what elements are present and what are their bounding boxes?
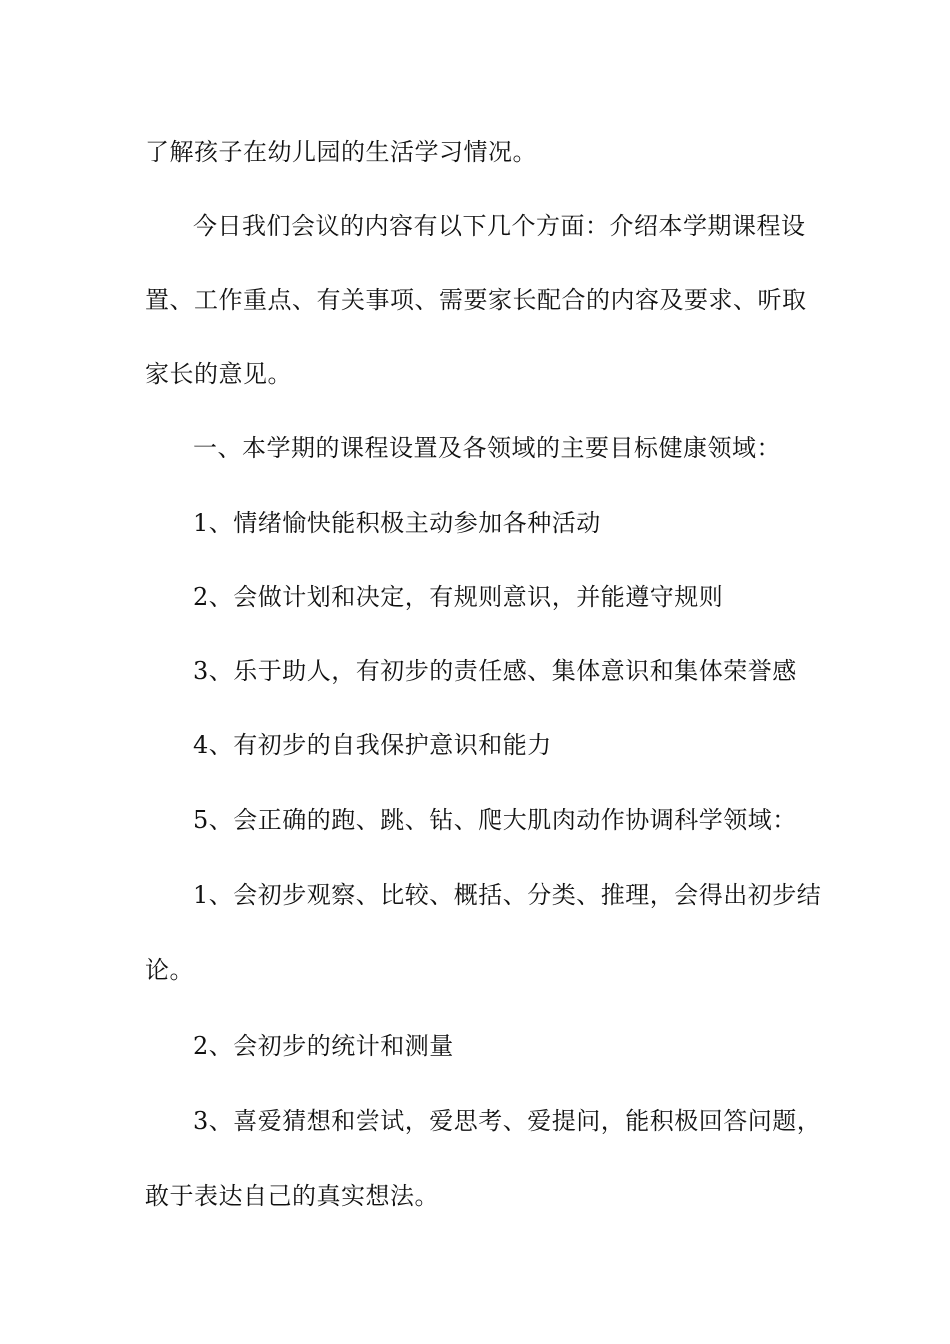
list-item-health-2: 2、会做计划和决定，有规则意识，并能遵守规则 <box>193 583 724 611</box>
list-item-science-2: 2、会初步的统计和测量 <box>193 1032 454 1060</box>
text-line-continuation: 了解孩子在幼儿园的生活学习情况。 <box>145 138 537 166</box>
list-item-health-4: 4、有初步的自我保护意识和能力 <box>193 731 552 759</box>
list-item-health-5: 5、会正确的跑、跳、钻、爬大肌肉动作协调科学领域： <box>193 806 797 834</box>
section-heading-courses: 一、本学期的课程设置及各领域的主要目标健康领域： <box>193 434 781 462</box>
list-item-science-3: 3、喜爱猜想和尝试，爱思考、爱提问，能积极回答问题， <box>193 1107 822 1135</box>
text-line-continuation: 敢于表达自己的真实想法。 <box>145 1182 439 1210</box>
list-item-health-3: 3、乐于助人，有初步的责任感、集体意识和集体荣誉感 <box>193 657 797 685</box>
list-item-health-1: 1、情绪愉快能积极主动参加各种活动 <box>193 509 601 537</box>
paragraph-meeting-content: 今日我们会议的内容有以下几个方面：介绍本学期课程设 <box>193 212 806 240</box>
text-line-continuation: 置、工作重点、有关事项、需要家长配合的内容及要求、听取 <box>145 286 807 314</box>
list-item-science-1: 1、会初步观察、比较、概括、分类、推理，会得出初步结 <box>193 881 822 909</box>
text-line-continuation: 家长的意见。 <box>145 360 292 388</box>
text-line-continuation: 论。 <box>145 956 194 984</box>
